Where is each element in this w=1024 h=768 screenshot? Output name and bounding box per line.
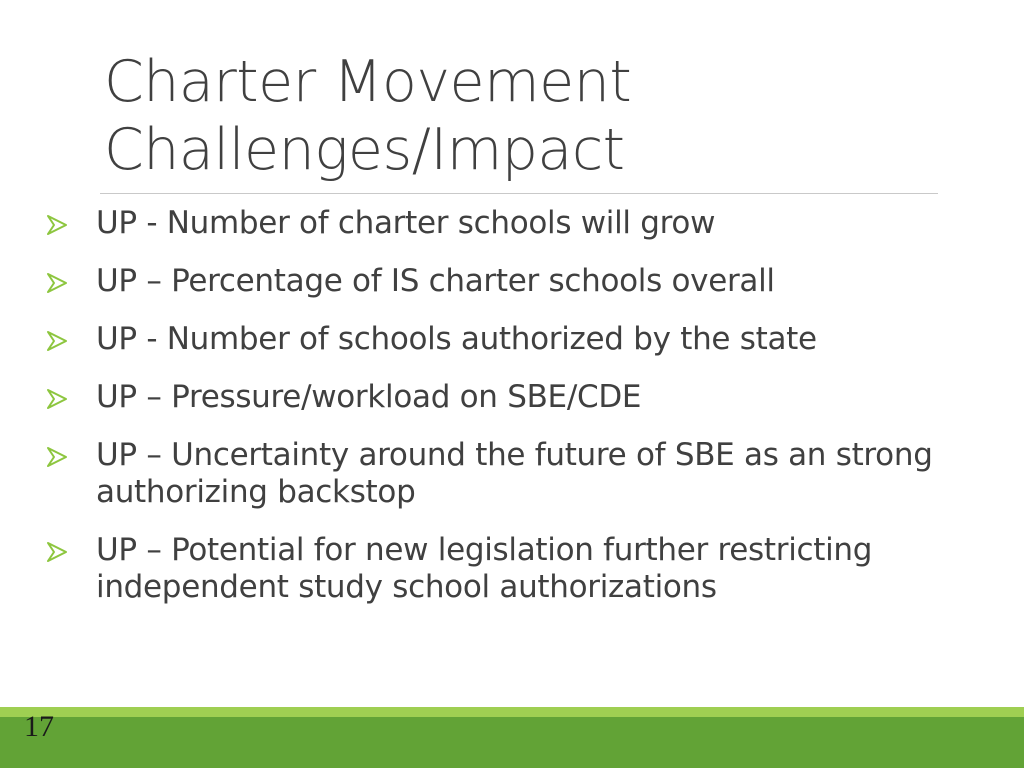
arrow-right-icon (46, 541, 68, 563)
bullet-text: UP – Potential for new legislation further restricting independent study school authorizations (96, 532, 873, 605)
title-divider (100, 193, 938, 194)
arrow-right-icon (46, 388, 68, 410)
title-line-2: Challenges/Impact (104, 117, 625, 183)
footer-bar (0, 717, 1024, 768)
title-line-1: Charter Movement (104, 49, 632, 115)
bullet-text: UP – Pressure/workload on SBE/CDE (96, 379, 642, 415)
arrow-right-icon (46, 330, 68, 352)
bullet-list (46, 205, 966, 606)
bullet-text: UP – Percentage of IS charter schools overall (96, 263, 775, 299)
bullet-item (46, 437, 966, 511)
bullet-item (46, 532, 966, 606)
bullet-item (46, 205, 966, 242)
footer-accent-stripe (0, 707, 1024, 717)
arrow-right-icon (46, 446, 68, 468)
bullet-text: UP – Uncertainty around the future of SBE as an strong authorizing backstop (96, 437, 933, 510)
bullet-item (46, 263, 966, 300)
bullet-text: UP - Number of schools authorized by the state (96, 321, 817, 357)
arrow-right-icon (46, 214, 68, 236)
page-number: 17 (24, 710, 54, 743)
bullet-text: UP - Number of charter schools will grow (96, 205, 716, 241)
arrow-right-icon (46, 272, 68, 294)
bullet-item (46, 379, 966, 416)
slide-title (104, 48, 934, 184)
bullet-item (46, 321, 966, 358)
